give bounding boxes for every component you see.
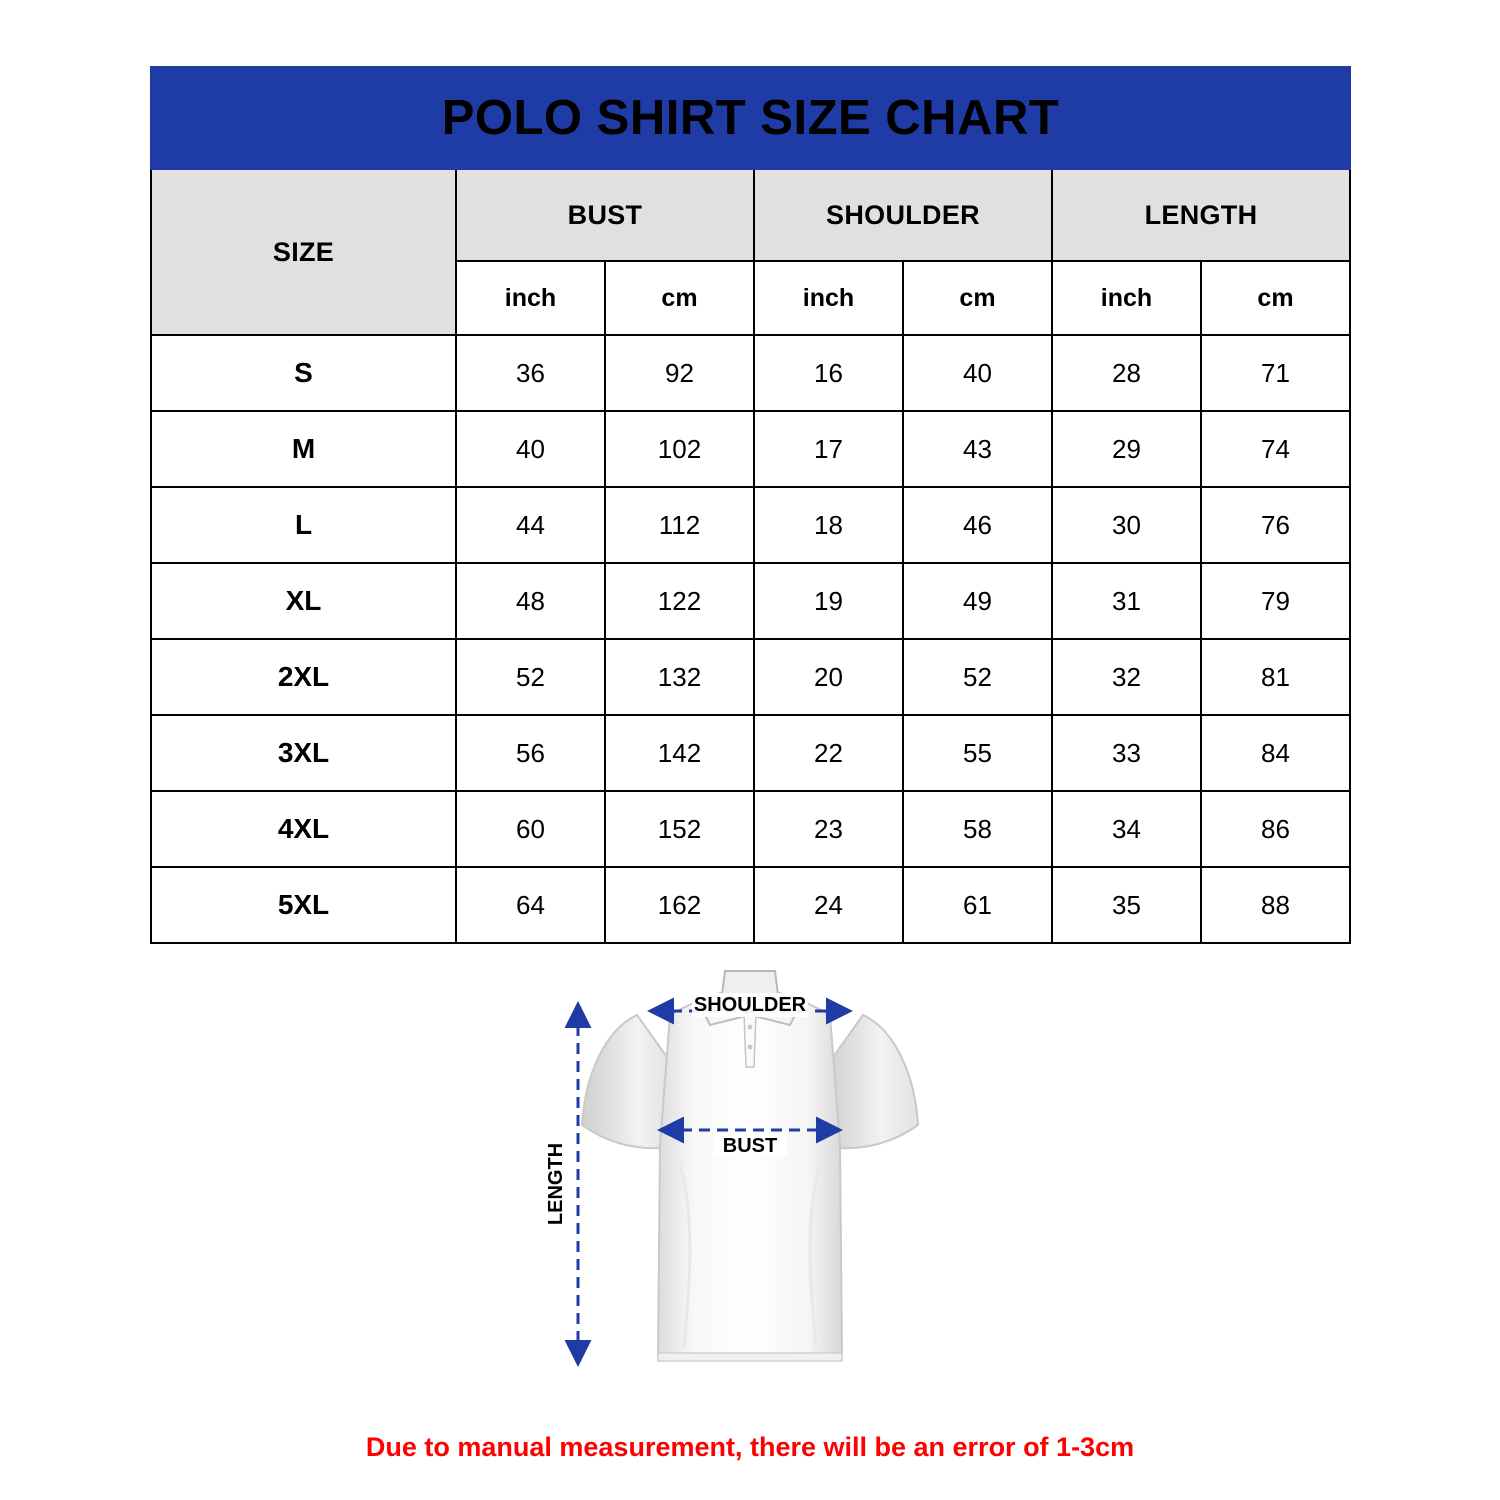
column-header-bust: BUST [456,169,754,261]
cell-shoulder-inch: 17 [754,411,903,487]
cell-size: 3XL [151,715,456,791]
cell-length-cm: 84 [1201,715,1350,791]
table-row [151,639,1350,715]
cell-bust-inch: 56 [456,715,605,791]
size-chart-container [150,66,1350,944]
cell-bust-cm: 142 [605,715,754,791]
cell-bust-inch: 64 [456,867,605,943]
column-header-size: SIZE [151,169,456,335]
cell-length-inch: 30 [1052,487,1201,563]
cell-bust-cm: 152 [605,791,754,867]
table-row [151,867,1350,943]
bust-label: BUST [722,1135,778,1157]
cell-length-cm: 76 [1201,487,1350,563]
length-label: LENGTH [545,1142,567,1226]
cell-shoulder-cm: 55 [903,715,1052,791]
table-row [151,791,1350,867]
cell-length-inch: 31 [1052,563,1201,639]
cell-bust-inch: 44 [456,487,605,563]
cell-shoulder-cm: 61 [903,867,1052,943]
cell-bust-cm: 162 [605,867,754,943]
cell-bust-cm: 132 [605,639,754,715]
cell-length-inch: 29 [1052,411,1201,487]
cell-size: S [151,335,456,411]
cell-shoulder-cm: 40 [903,335,1052,411]
unit-header-bust-inch: inch [456,261,605,335]
cell-shoulder-inch: 22 [754,715,903,791]
measurement-note: Due to manual measurement, there will be an error of 1-3cm [365,1432,1135,1462]
cell-length-cm: 81 [1201,639,1350,715]
unit-header-shoulder-inch: inch [754,261,903,335]
cell-length-inch: 34 [1052,791,1201,867]
cell-bust-inch: 36 [456,335,605,411]
unit-header-length-cm: cm [1201,261,1350,335]
table-row [151,563,1350,639]
polo-shirt-graphic [582,971,918,1361]
cell-length-cm: 74 [1201,411,1350,487]
cell-length-inch: 28 [1052,335,1201,411]
cell-size: M [151,411,456,487]
cell-bust-cm: 92 [605,335,754,411]
unit-header-bust-cm: cm [605,261,754,335]
page-title: POLO SHIRT SIZE CHART [151,67,1350,169]
cell-length-cm: 79 [1201,563,1350,639]
column-header-length: LENGTH [1052,169,1350,261]
cell-shoulder-cm: 58 [903,791,1052,867]
cell-length-inch: 32 [1052,639,1201,715]
table-row [151,715,1350,791]
cell-shoulder-inch: 24 [754,867,903,943]
cell-length-cm: 88 [1201,867,1350,943]
cell-bust-inch: 60 [456,791,605,867]
cell-bust-cm: 122 [605,563,754,639]
unit-header-shoulder-cm: cm [903,261,1052,335]
cell-size: L [151,487,456,563]
cell-shoulder-cm: 46 [903,487,1052,563]
cell-bust-inch: 48 [456,563,605,639]
cell-shoulder-inch: 19 [754,563,903,639]
cell-shoulder-inch: 20 [754,639,903,715]
shoulder-label: SHOULDER [693,994,807,1016]
cell-size: 5XL [151,867,456,943]
unit-header-length-inch: inch [1052,261,1201,335]
cell-bust-inch: 52 [456,639,605,715]
cell-length-inch: 33 [1052,715,1201,791]
table-row [151,487,1350,563]
polo-shirt-size-table [150,66,1351,944]
cell-bust-cm: 102 [605,411,754,487]
column-header-shoulder: SHOULDER [754,169,1052,261]
cell-bust-cm: 112 [605,487,754,563]
cell-shoulder-inch: 18 [754,487,903,563]
cell-size: XL [151,563,456,639]
table-row [151,335,1350,411]
cell-length-cm: 86 [1201,791,1350,867]
group-header-row [151,169,1350,261]
cell-shoulder-cm: 43 [903,411,1052,487]
cell-length-cm: 71 [1201,335,1350,411]
cell-size: 2XL [151,639,456,715]
cell-length-inch: 35 [1052,867,1201,943]
cell-shoulder-inch: 23 [754,791,903,867]
cell-shoulder-inch: 16 [754,335,903,411]
cell-shoulder-cm: 52 [903,639,1052,715]
cell-bust-inch: 40 [456,411,605,487]
cell-size: 4XL [151,791,456,867]
cell-shoulder-cm: 49 [903,563,1052,639]
measurement-illustration [150,955,1350,1405]
table-row [151,411,1350,487]
table-title-row [151,67,1350,169]
